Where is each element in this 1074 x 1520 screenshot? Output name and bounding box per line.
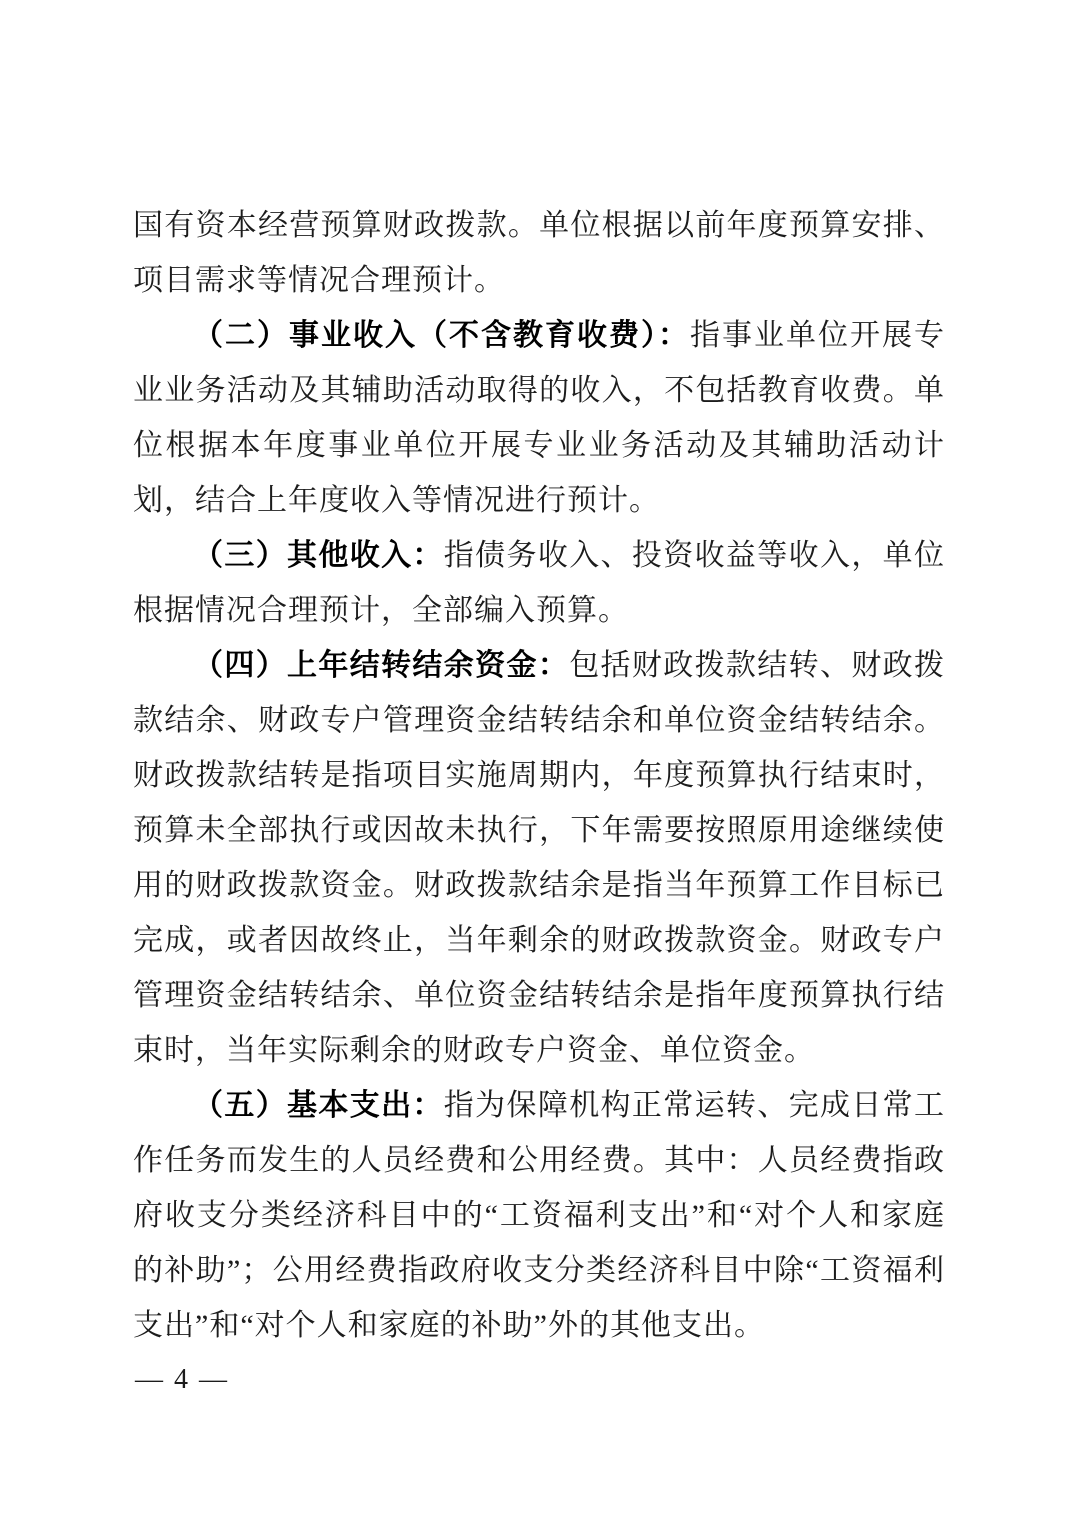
paragraph-heading: （四）上年结转结余资金： [193,649,570,682]
paragraph-text: 国有资本经营预算财政拨款。单位根据以前年度预算安排、项目需求等情况合理预计。 [133,209,945,297]
document-body [133,198,945,1353]
paragraph-continuation [133,198,945,308]
paragraph-item-5 [133,1078,945,1353]
paragraph-item-4 [133,638,945,1078]
paragraph-heading: （二）事业收入（不含教育收费）： [193,319,690,352]
paragraph-heading: （五）基本支出： [193,1089,444,1122]
paragraph-heading: （三）其他收入： [193,539,444,572]
paragraph-text: 指债务收入、投资收益等收入，单位根据情况合理预计，全部编入预算。 [133,539,946,627]
paragraph-text: 指为保障机构正常运转、完成日常工作任务而发生的人员经费和公用经费。其中：人员经费指政府收支分类经济科目中的“工资福利支出”和“对个人和家庭的补助”；公用经费指政府收支分类经济科目中除“工资福利支出”和“对个人和家庭的补助”外的其他支出。 [133,1089,946,1342]
paragraph-item-2 [133,308,945,528]
page-number: — 4 — [135,1364,229,1395]
paragraph-item-3 [133,528,945,638]
paragraph-text: 包括财政拨款结转、财政拨款结余、财政专户管理资金结转结余和单位资金结转结余。财政拨款结转是指项目实施周期内，年度预算执行结束时，预算未全部执行或因故未执行，下年需要按照原用途继续使用的财政拨款资金。财政拨款结余是指当年预算工作目标已完成，或者因故终止，当年剩余的财政拨款资金。财政专户管理资金结转结余、单位资金结转结余是指年度预算执行结束时，当年实际剩余的财政专户资金、单位资金。 [133,649,946,1067]
paragraph-text: 指事业单位开展专业业务活动及其辅助活动取得的收入，不包括教育收费。单位根据本年度事业单位开展专业业务活动及其辅助活动计划，结合上年度收入等情况进行预计。 [133,319,945,517]
